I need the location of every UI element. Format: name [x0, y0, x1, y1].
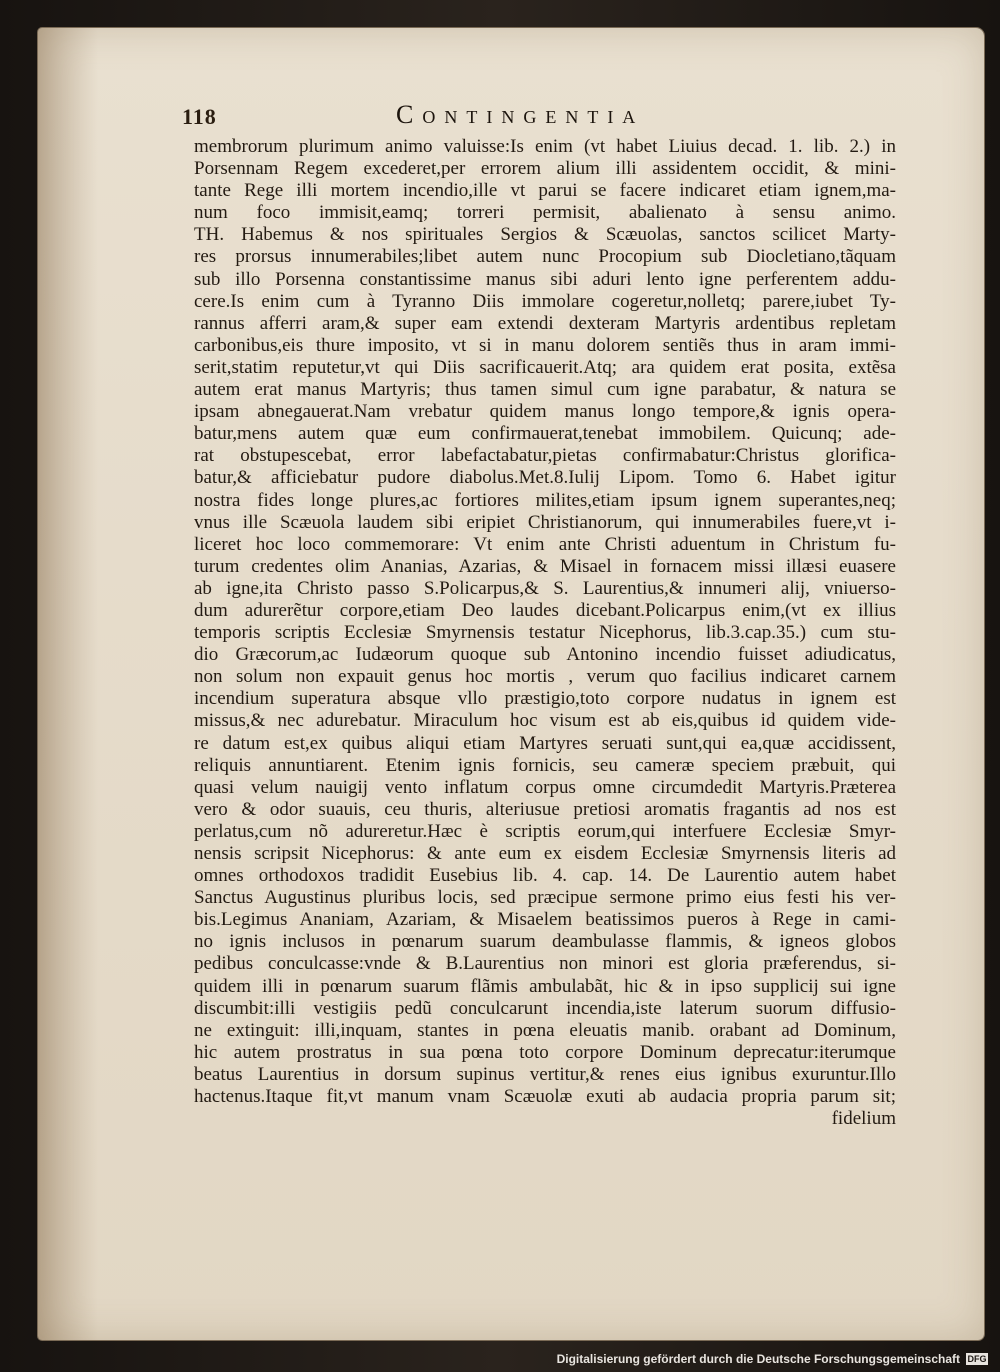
text-line: dio Græcorum,ac Iudæorum quoque sub Antonino incendio fuisset adiudicatus,	[194, 644, 896, 666]
text-line: nostra fides longe plures,ac fortiores milites,etiam ipsum ignem superantes,neq;	[194, 489, 896, 511]
text-line: hic autem prostratus in sua pœna toto corpore Dominum deprecatur:iterumque	[194, 1041, 896, 1063]
body-text	[194, 136, 896, 1130]
text-line: sub illo Porsenna constantissime manus sibi aduri lento igne perferentem addu-	[194, 268, 896, 290]
page-number: 118	[182, 104, 217, 129]
digitization-credit: Digitalisierung gefördert durch die Deutsche Forschungsgemeinschaft	[556, 1352, 960, 1366]
text-line: vero & odor suauis, ceu thuris, alteriusue pretiosi aromatis fragantis ad nos est	[194, 798, 896, 820]
text-line: turum credentes olim Ananias, Azarias, & Misael in fornacem missi illæsi euasere	[194, 555, 896, 577]
text-line: batur,mens autem quæ eum confirmauerat,tenebat immobilem. Quicunq; ade-	[194, 423, 896, 445]
text-line: hactenus.Itaque fit,vt manum vnam Scæuolæ exuti ab audacia propria parum sit;	[194, 1086, 896, 1108]
text-line: quidem illi in pœnarum suarum flãmis ambulabãt, hic & in ipso supplicij sui igne	[194, 975, 896, 997]
text-line: incendium superatura absque vllo præstigio,toto corpore nudatus in ignem est	[194, 688, 896, 710]
text-line: liceret hoc loco commemorare: Vt enim ante Christi aduentum in Christum fu-	[194, 533, 896, 555]
text-line: ne extinguit: illi,inquam, stantes in pœna eleuatis manib. orabant ad Dominum,	[194, 1019, 896, 1041]
text-line: tante Rege illi mortem incendio,ille vt parui se facere indicaret etiam ignem,ma-	[194, 180, 896, 202]
text-line: temporis scriptis Ecclesiæ Smyrnensis testatur Nicephorus, lib.3.cap.35.) cum stu-	[194, 622, 896, 644]
dfg-logo-icon: DFG	[967, 1354, 987, 1364]
text-line: omnes orthodoxos tradidit Eusebius lib. 4. cap. 14. De Laurentio autem habet	[194, 865, 896, 887]
text-line: rannus afferri aram,& super eam extendi dexteram Martyris ardentibus repletam	[194, 312, 896, 334]
text-line: num foco immisit,eamq; torreri permisit, abalienato à sensu animo.	[194, 202, 896, 224]
text-line: ab igne,ita Christo passo S.Policarpus,& S. Laurentius,& innumeri alij, vniuerso-	[194, 577, 896, 599]
text-line: discumbit:illi vestigiis pedũ conculcarunt incendia,iste laterum suorum diffusio-	[194, 997, 896, 1019]
text-line: perlatus,cum nõ adureretur.Hæc è scriptis eorum,qui interfuere Ecclesiæ Smyr-	[194, 820, 896, 842]
text-line: beatus Laurentius in dorsum supinus vertitur,& renes eius ignibus exuruntur.Illo	[194, 1063, 896, 1085]
text-line: rat obstupescebat, error labefactabatur,pietas confirmabatur:Christus glorifica-	[194, 445, 896, 467]
text-line: vnus ille Scæuola laudem sibi eripiet Christianorum, qui innumerabiles fuere,vt i-	[194, 511, 896, 533]
text-line: autem erat manus Martyris; thus tamen simul cum igne parabatur, & natura se	[194, 379, 896, 401]
footer	[557, 1352, 988, 1366]
text-line: Sanctus Augustinus pluribus locis, sed præcipue sermone primo eius festi his ver-	[194, 887, 896, 909]
text-line: missus,& nec adurebatur. Miraculum hoc visum est ab eis,quibus id quidem vide-	[194, 710, 896, 732]
text-line: no ignis inclusos in pœnarum suarum deambulasse flammis, & igneos globos	[194, 931, 896, 953]
text-line: carbonibus,eis thure imposito, vt si in manu dolorem sentiẽs thus in aram immi-	[194, 334, 896, 356]
text-line: batur,& afficiebatur pudore diabolus.Met.8.Iulij Lipom. Tomo 6. Habet igitur	[194, 467, 896, 489]
text-line: dum adurerẽtur corpore,etiam Deo laudes dicebant.Policarpus enim,(vt ex illius	[194, 599, 896, 621]
text-line: pedibus conculcasse:vnde & B.Laurentius non minori est gloria præferendus, si-	[194, 953, 896, 975]
text-line: serit,statim reputetur,vt qui Diis sacrificauerit.Atq; ara quidem erat posita, extẽsa	[194, 356, 896, 378]
text-line: bis.Legimus Ananiam, Azariam, & Misaelem beatissimos pueros à Rege in cami-	[194, 909, 896, 931]
text-line: reliquis annuntiarent. Etenim ignis fornicis, seu cameræ speciem præbuit, qui	[194, 754, 896, 776]
text-line: Porsennam Regem excederet,per errorem alium illi assidentem occidit, & mini-	[194, 158, 896, 180]
text-line: ipsam abnegauerat.Nam vrebatur quidem manus longo tempore,& ignis opera-	[194, 401, 896, 423]
text-line: membrorum plurimum animo valuisse:Is enim (vt habet Liuius decad. 1. lib. 2.) in	[194, 136, 896, 157]
text-line: fidelium	[831, 1108, 896, 1130]
text-line: quasi velum nauigij vento inflatum corpus omne circumdedit Martyris.Præterea	[194, 776, 896, 798]
text-line: re datum est,ex quibus aliqui etiam Martyres seruati sunt,qui ea,quæ accidissent,	[194, 732, 896, 754]
page-header	[182, 100, 702, 136]
text-line: nensis scripsit Nicephorus: & ante eum ex eisdem Ecclesiæ Smyrnensis literis ad	[194, 843, 896, 864]
text-line: non solum non expauit genus hoc mortis , verum quo facilius indicaret carnem	[194, 666, 896, 688]
running-head: Contingentia	[396, 100, 645, 129]
text-line: res prorsus innumerabiles;libet autem nunc Procopium sub Diocletiano,tãquam	[194, 246, 896, 268]
text-line: cere.Is enim cum à Tyranno Diis immolare cogeretur,nolletq; parere,iubet Ty-	[194, 290, 896, 312]
text-line: TH. Habemus & nos spirituales Sergios & Scæuolas, sanctos scilicet Marty-	[194, 224, 896, 246]
